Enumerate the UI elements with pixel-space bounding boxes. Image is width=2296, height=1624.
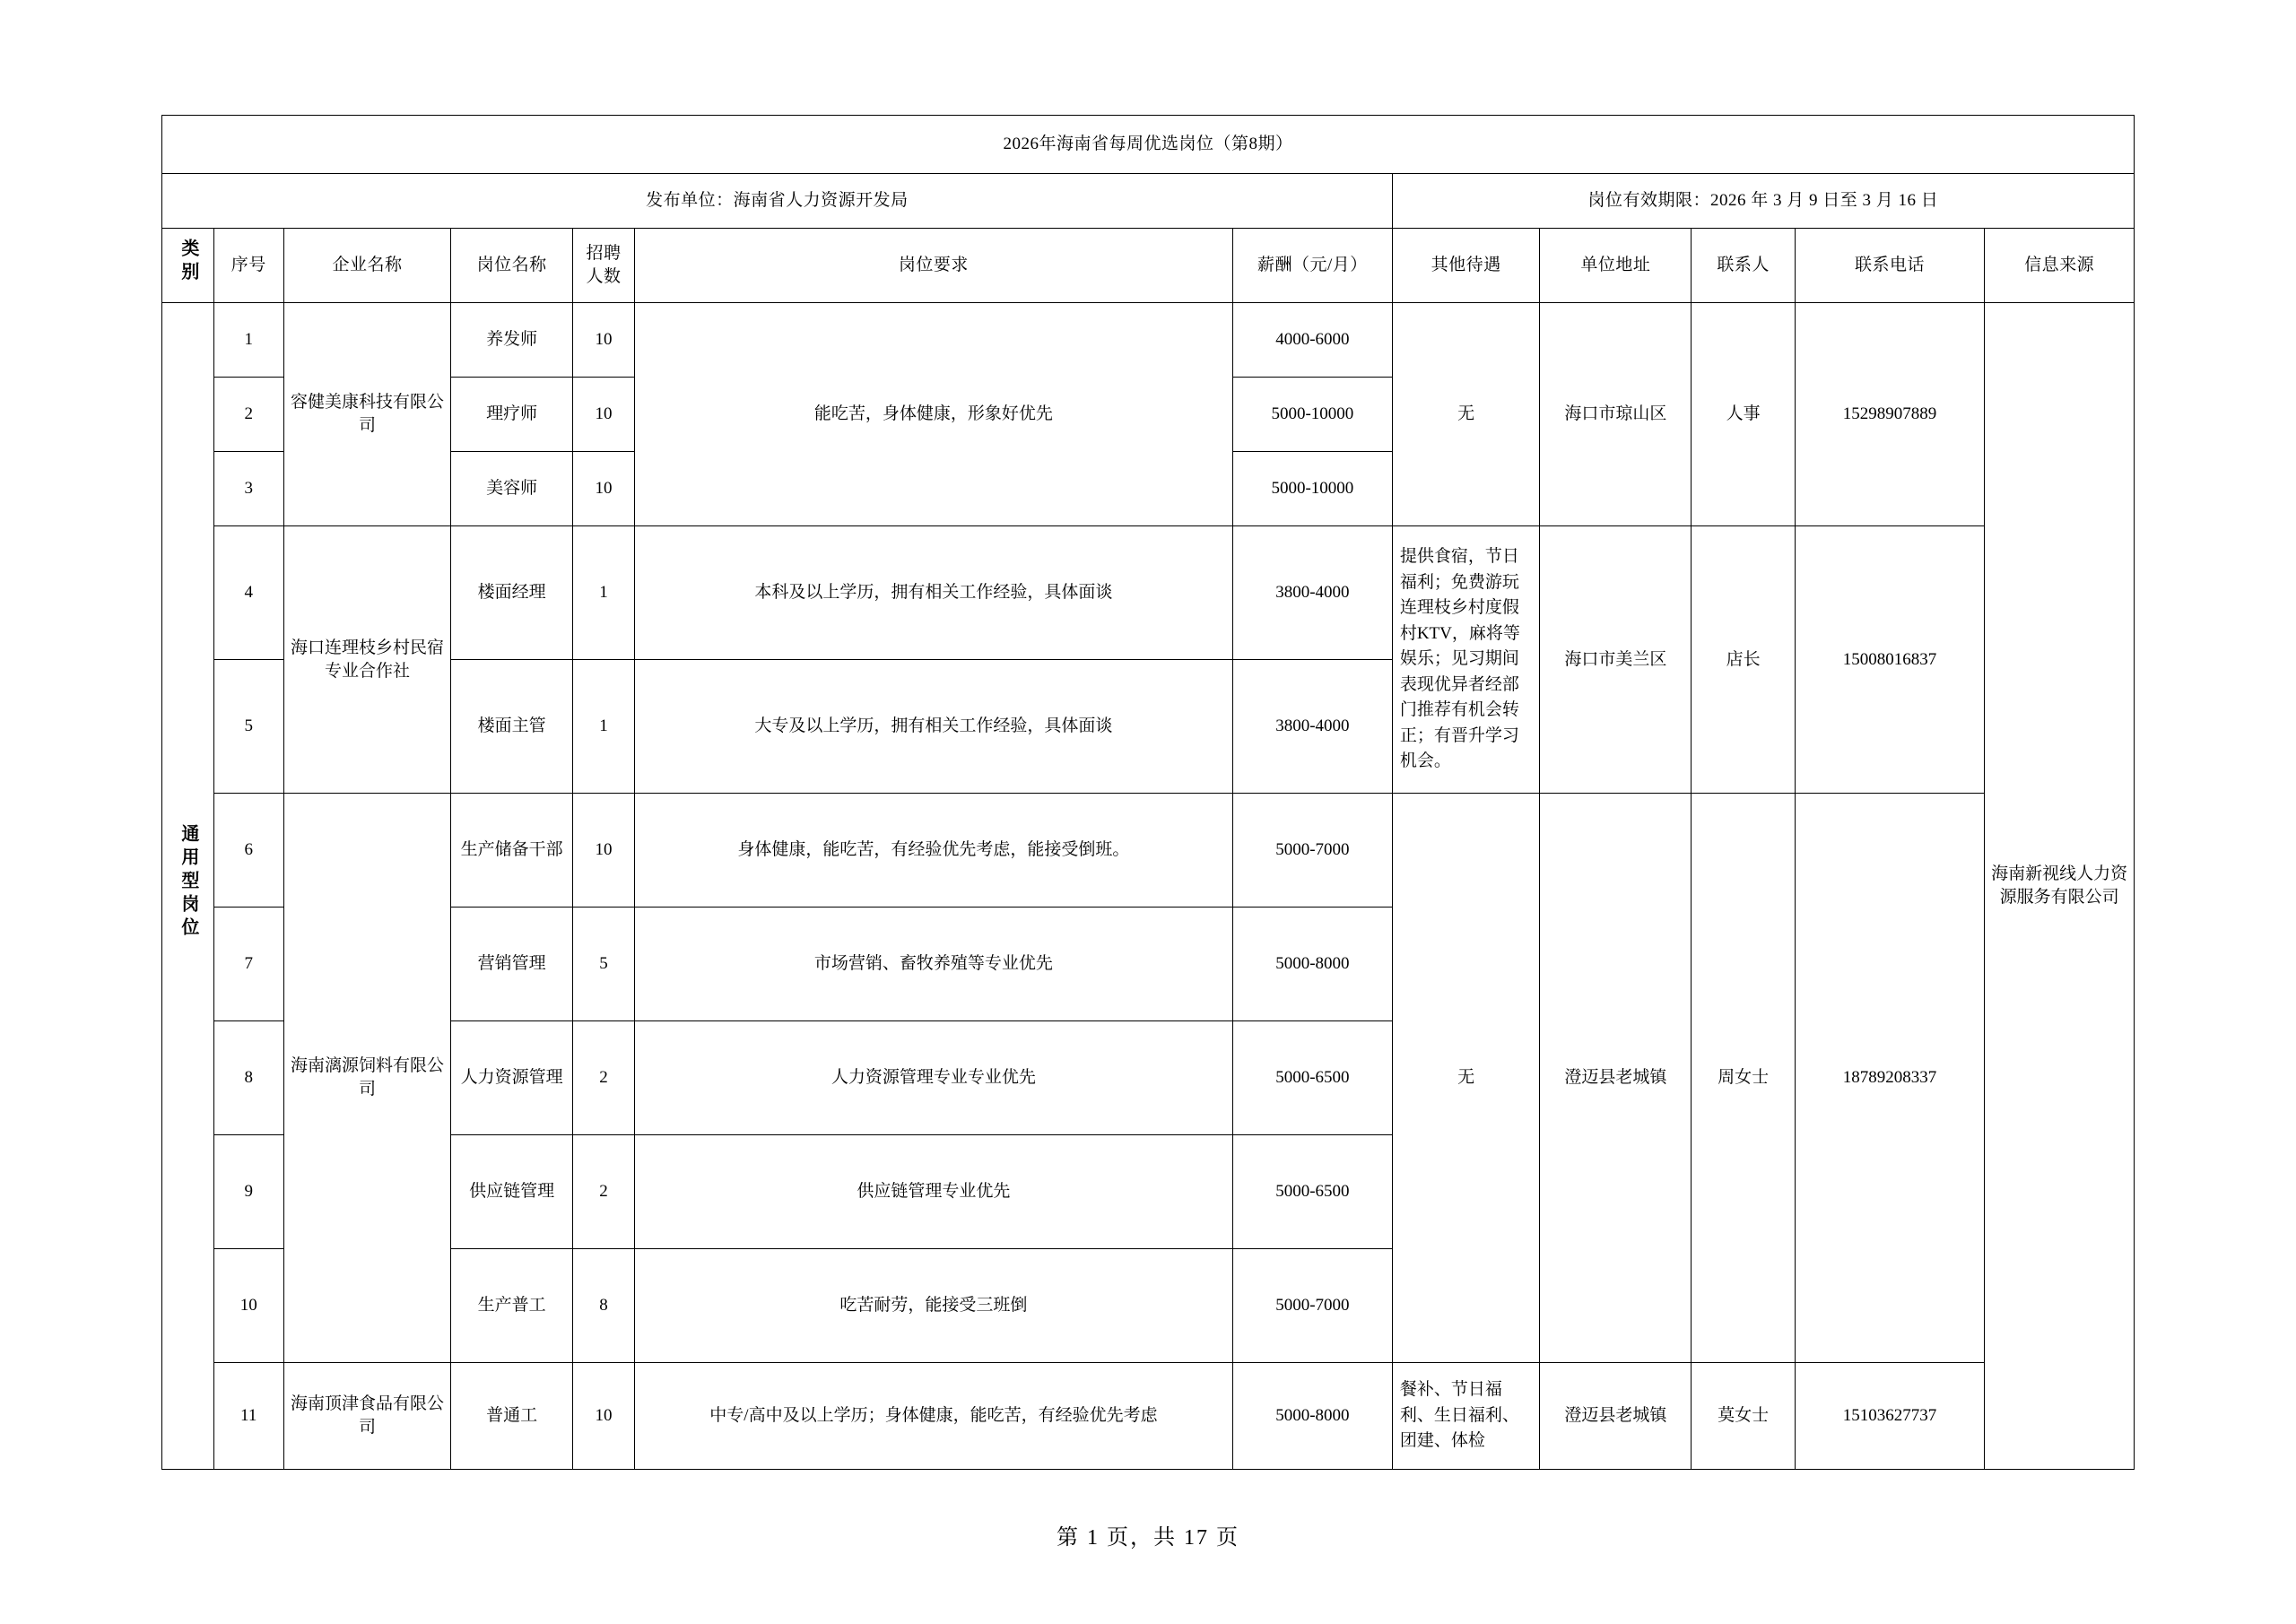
row-index: 6 bbox=[213, 794, 283, 908]
job-title: 生产储备干部 bbox=[451, 794, 573, 908]
job-title: 普通工 bbox=[451, 1363, 573, 1470]
header-other-benefits: 其他待遇 bbox=[1392, 229, 1540, 303]
salary: 5000-8000 bbox=[1232, 908, 1392, 1021]
address: 海口市琼山区 bbox=[1540, 303, 1692, 526]
publisher-label: 发布单位：海南省人力资源开发局 bbox=[162, 174, 1393, 229]
salary: 5000-7000 bbox=[1232, 794, 1392, 908]
row-index: 8 bbox=[213, 1021, 283, 1135]
job-title: 供应链管理 bbox=[451, 1135, 573, 1249]
header-requirements: 岗位要求 bbox=[634, 229, 1232, 303]
row-index: 9 bbox=[213, 1135, 283, 1249]
header-category: 类别 bbox=[162, 229, 214, 303]
header-contact: 联系人 bbox=[1692, 229, 1796, 303]
job-title: 理疗师 bbox=[451, 378, 573, 452]
row-index: 1 bbox=[213, 303, 283, 378]
page-footer: 第 1 页，共 17 页 bbox=[1057, 1526, 1239, 1550]
requirements: 身体健康，能吃苦，有经验优先考虑，能接受倒班。 bbox=[634, 794, 1232, 908]
contact-person: 人事 bbox=[1692, 303, 1796, 526]
header-address: 单位地址 bbox=[1540, 229, 1692, 303]
requirements: 大专及以上学历，拥有相关工作经验，具体面谈 bbox=[634, 660, 1232, 794]
requirements: 人力资源管理专业专业优先 bbox=[634, 1021, 1232, 1135]
category-cell: 通用型岗位 bbox=[162, 303, 214, 1470]
header-phone: 联系电话 bbox=[1795, 229, 1984, 303]
information-source: 海南新视线人力资源服务有限公司 bbox=[1985, 303, 2135, 1470]
headcount: 10 bbox=[573, 452, 635, 526]
job-title: 营销管理 bbox=[451, 908, 573, 1021]
row-index: 5 bbox=[213, 660, 283, 794]
column-header-row bbox=[162, 229, 2135, 303]
job-title: 人力资源管理 bbox=[451, 1021, 573, 1135]
address: 澄迈县老城镇 bbox=[1540, 1363, 1692, 1470]
contact-phone: 15008016837 bbox=[1795, 526, 1984, 794]
row-index: 10 bbox=[213, 1249, 283, 1363]
headcount: 8 bbox=[573, 1249, 635, 1363]
contact-person: 周女士 bbox=[1692, 794, 1796, 1363]
job-title: 生产普工 bbox=[451, 1249, 573, 1363]
header-company: 企业名称 bbox=[283, 229, 451, 303]
salary: 5000-7000 bbox=[1232, 1249, 1392, 1363]
headcount: 10 bbox=[573, 794, 635, 908]
jobs-table bbox=[161, 115, 2135, 1470]
salary: 5000-6500 bbox=[1232, 1135, 1392, 1249]
requirements: 中专/高中及以上学历；身体健康，能吃苦，有经验优先考虑 bbox=[634, 1363, 1232, 1470]
job-title: 楼面主管 bbox=[451, 660, 573, 794]
table-row bbox=[162, 794, 2135, 908]
other-benefits: 无 bbox=[1392, 303, 1540, 526]
contact-person: 店长 bbox=[1692, 526, 1796, 794]
other-benefits: 无 bbox=[1392, 794, 1540, 1363]
table-row bbox=[162, 526, 2135, 660]
requirements: 供应链管理专业优先 bbox=[634, 1135, 1232, 1249]
address: 澄迈县老城镇 bbox=[1540, 794, 1692, 1363]
job-title: 美容师 bbox=[451, 452, 573, 526]
salary: 5000-6500 bbox=[1232, 1021, 1392, 1135]
row-index: 7 bbox=[213, 908, 283, 1021]
row-index: 3 bbox=[213, 452, 283, 526]
contact-phone: 15298907889 bbox=[1795, 303, 1984, 526]
header-source: 信息来源 bbox=[1985, 229, 2135, 303]
salary: 5000-8000 bbox=[1232, 1363, 1392, 1470]
requirements: 本科及以上学历，拥有相关工作经验，具体面谈 bbox=[634, 526, 1232, 660]
other-benefits: 餐补、节日福利、生日福利、团建、体检 bbox=[1392, 1363, 1540, 1470]
header-index: 序号 bbox=[213, 229, 283, 303]
job-title: 楼面经理 bbox=[451, 526, 573, 660]
contact-phone: 15103627737 bbox=[1795, 1363, 1984, 1470]
contact-phone: 18789208337 bbox=[1795, 794, 1984, 1363]
headcount: 5 bbox=[573, 908, 635, 1021]
validity-label: 岗位有效期限：2026 年 3 月 9 日至 3 月 16 日 bbox=[1392, 174, 2134, 229]
headcount: 1 bbox=[573, 660, 635, 794]
salary: 5000-10000 bbox=[1232, 452, 1392, 526]
table-subheader-row bbox=[162, 174, 2135, 229]
salary: 5000-10000 bbox=[1232, 378, 1392, 452]
company-name: 海南顶津食品有限公司 bbox=[283, 1363, 451, 1470]
headcount: 2 bbox=[573, 1021, 635, 1135]
company-name: 容健美康科技有限公司 bbox=[283, 303, 451, 526]
address: 海口市美兰区 bbox=[1540, 526, 1692, 794]
salary: 3800-4000 bbox=[1232, 660, 1392, 794]
document-title: 2026年海南省每周优选岗位（第8期） bbox=[162, 116, 2135, 174]
headcount: 2 bbox=[573, 1135, 635, 1249]
headcount: 10 bbox=[573, 1363, 635, 1470]
requirements: 能吃苦，身体健康，形象好优先 bbox=[634, 303, 1232, 526]
header-salary: 薪酬（元/月） bbox=[1232, 229, 1392, 303]
header-headcount: 招聘人数 bbox=[573, 229, 635, 303]
headcount: 10 bbox=[573, 378, 635, 452]
salary: 3800-4000 bbox=[1232, 526, 1392, 660]
header-job-title: 岗位名称 bbox=[451, 229, 573, 303]
table-title-row bbox=[162, 116, 2135, 174]
requirements: 吃苦耐劳，能接受三班倒 bbox=[634, 1249, 1232, 1363]
company-name: 海口连理枝乡村民宿专业合作社 bbox=[283, 526, 451, 794]
headcount: 1 bbox=[573, 526, 635, 660]
table-row bbox=[162, 303, 2135, 378]
salary: 4000-6000 bbox=[1232, 303, 1392, 378]
row-index: 2 bbox=[213, 378, 283, 452]
job-title: 养发师 bbox=[451, 303, 573, 378]
company-name: 海南漓源饲料有限公司 bbox=[283, 794, 451, 1363]
row-index: 4 bbox=[213, 526, 283, 660]
other-benefits: 提供食宿，节日福利；免费游玩连理枝乡村度假村KTV，麻将等娱乐；见习期间表现优异者经部门推荐有机会转正；有晋升学习机会。 bbox=[1392, 526, 1540, 794]
contact-person: 莫女士 bbox=[1692, 1363, 1796, 1470]
table-row bbox=[162, 1363, 2135, 1470]
row-index: 11 bbox=[213, 1363, 283, 1470]
requirements: 市场营销、畜牧养殖等专业优先 bbox=[634, 908, 1232, 1021]
headcount: 10 bbox=[573, 303, 635, 378]
